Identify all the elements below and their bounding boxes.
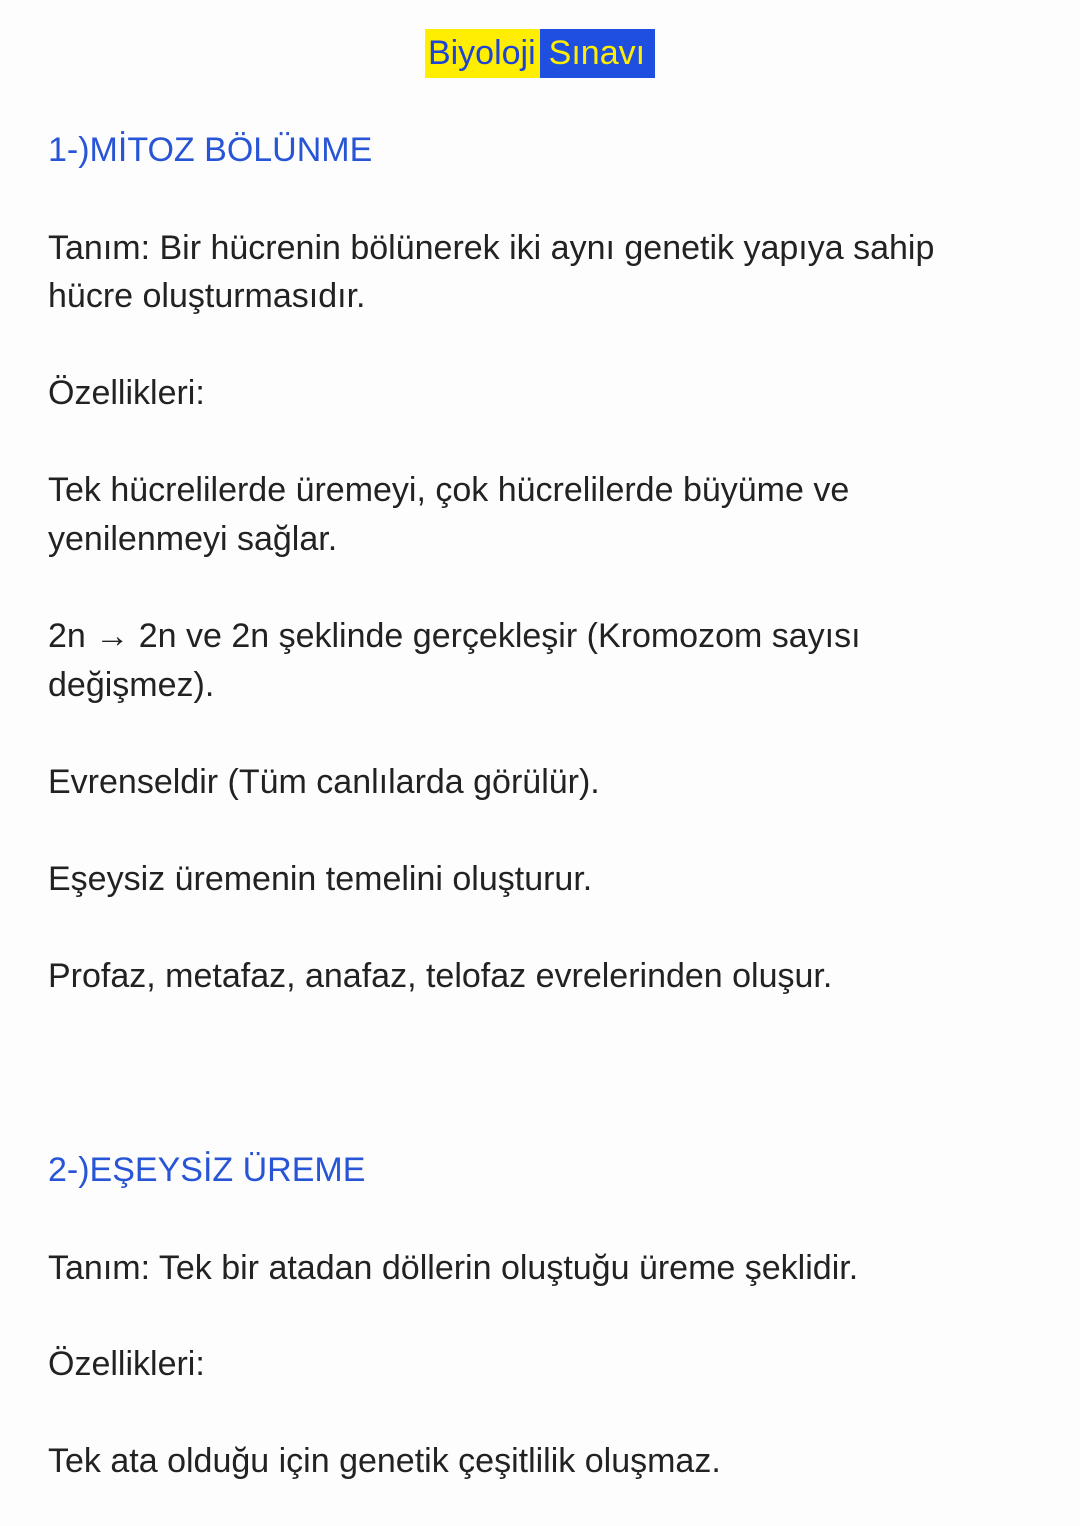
- title-highlight-blue: Sınavı: [540, 29, 655, 78]
- features-label: Özellikleri:: [48, 374, 205, 412]
- section-heading-mitoz: 1-)MİTOZ BÖLÜNME: [48, 131, 373, 169]
- definition-text: hücre oluşturmasıdır.: [48, 277, 366, 315]
- feature-item: Eşeysiz üremenin temelini oluşturur.: [48, 860, 593, 898]
- feature-item: yenilenmeyi sağlar.: [48, 520, 338, 558]
- feature-item: değişmez).: [48, 666, 215, 704]
- feature-item: Tek ata olduğu için genetik çeşitlilik oluşmaz.: [48, 1442, 721, 1480]
- document-title: [0, 29, 1080, 78]
- feature-item: 2n → 2n ve 2n şeklinde gerçekleşir (Kromozom sayısı: [48, 617, 861, 655]
- title-highlight-yellow: Biyoloji: [425, 29, 540, 78]
- section-heading-eseysiz: 2-)EŞEYSİZ ÜREME: [48, 1151, 366, 1189]
- features-label: Özellikleri:: [48, 1345, 205, 1383]
- definition-text: Tanım: Bir hücrenin bölünerek iki aynı genetik yapıya sahip: [48, 229, 935, 267]
- feature-item: Profaz, metafaz, anafaz, telofaz evrelerinden oluşur.: [48, 957, 833, 995]
- definition-text: Tanım: Tek bir atadan döllerin oluştuğu üreme şeklidir.: [48, 1249, 859, 1287]
- feature-item: Evrenseldir (Tüm canlılarda görülür).: [48, 763, 600, 801]
- feature-item: Tek hücrelilerde üremeyi, çok hücrelilerde büyüme ve: [48, 471, 850, 509]
